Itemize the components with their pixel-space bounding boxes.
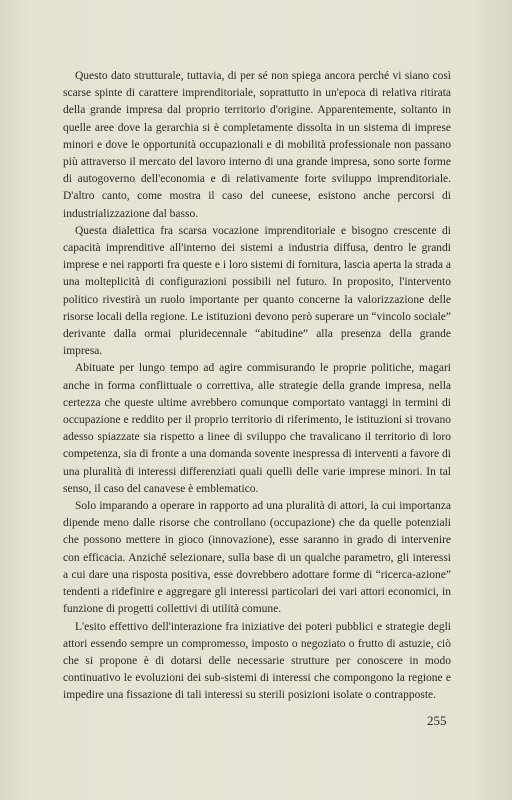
paragraph-2: Questa dialettica fra scarsa vocazione imprenditoriale e bisogno crescente di capacità imprenditive all'interno dei sistemi a industria diffusa, dentro le grandi imprese e nei rapporti fra queste e i loro sistemi di fornitura, lascia aperta la strada a una molteplicità di configurazioni possibili nel futuro. In proposito, l'intervento politico rivestirà un ruolo importante per quanto concerne la valorizzazione delle risorse locali della regione. Le istituzioni devono però superare un “vincolo sociale” derivante dalla ormai pluridecennale “abitudine” alla presenza della grande impresa. — [63, 224, 451, 358]
paragraph-4: Solo imparando a operare in rapporto ad una pluralità di attori, la cui importanza dipende meno dalle risorse che controllano (occupazione) che da quelle potenziali che possono mettere in gioco (innovazione), esse saranno in grado di intervenire con efficacia. Anziché selezionare, sulla base di un qualche parametro, gli interessi a cui dare una risposta positiva, esse dovrebbero adottare forme di “ricerca-azione” tendenti a ridefinire e aggregare gli interessi particolari dei vari attori economici, in funzione di progetti collettivi di utilità comune. — [63, 500, 451, 616]
paragraph-1: Questo dato strutturale, tuttavia, di per sé non spiega ancora perché vi siano così scarse spinte di carattere imprenditoriale, soprattutto in un'epoca di relativa ritirata della grande impresa dal proprio territorio d'origine. Apparentemente, soltanto in quelle aree dove la gerarchia si è completamente dissolta in un sistema di imprese minori e dove le opportunità occupazionali e di mobilità professionale non passano più attraverso il mercato del lavoro interno di una grande impresa, sono sorte forme di autogoverno dell'economia e di relativamente forte sviluppo imprenditoriale. D'altro canto, come mostra il caso del cuneese, esistono anche percorsi di industrializzazione dal basso. — [63, 70, 451, 220]
paragraph-3: Abituate per lungo tempo ad agire commisurando le proprie politiche, magari anche in forma conflittuale o correttiva, alle strategie della grande impresa, nella certezza che queste ultime avrebbero comunque comportato vantaggi in termini di occupazione e reddito per il proprio territorio di riferimento, le istituzioni si trovano adesso spiazzate sia rispetto a linee di sviluppo che travalicano il territorio di loro competenza, sia di fronte a una domanda sovente inespressa di interventi a favore di una pluralità di interessi differenziati quali quelli delle varie imprese minori. In tal senso, il caso del canavese è emblematico. — [63, 362, 451, 495]
body-text — [63, 68, 451, 705]
page-number: 255 — [427, 713, 447, 728]
paragraph-5: L'esito effettivo dell'interazione fra iniziative dei poteri pubblici e strategie degli attori essendo sempre un compromesso, imposto o negoziato o frutto di astuzie, ciò che si propone è di dotarsi delle necessarie strutture per conoscere in modo continuativo le evoluzioni dei sub-sistemi di interessi che compongono la regione e impedire una fissazione di tali interessi su sterili posizioni isolate o contrapposte. — [63, 620, 451, 702]
